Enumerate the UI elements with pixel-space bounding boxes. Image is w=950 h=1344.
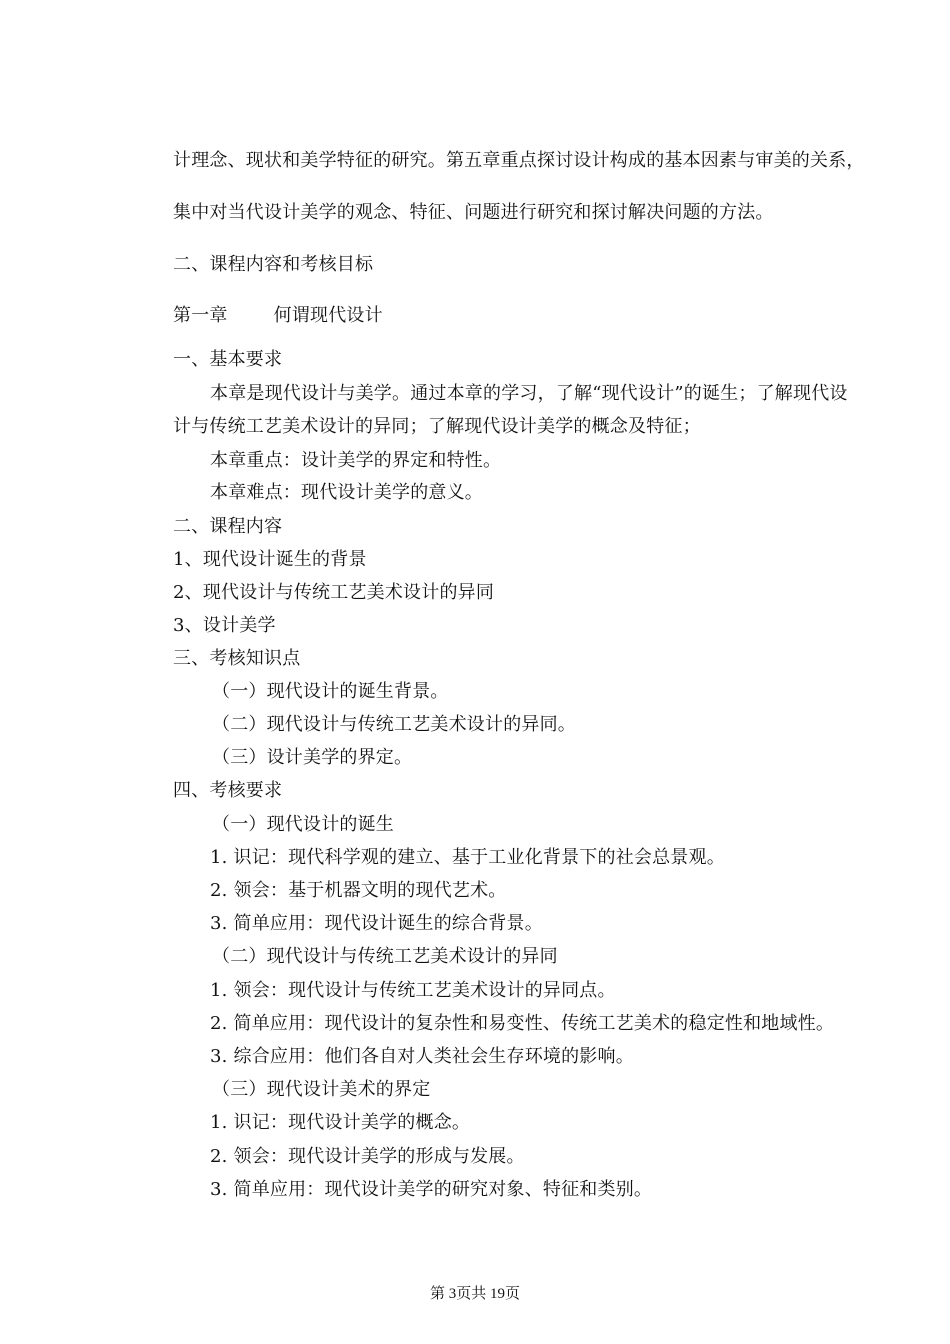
- list-item: （三）设计美学的界定。: [212, 747, 413, 768]
- list-item: 2. 简单应用：现代设计的复杂性和易变性、传统工艺美术的稳定性和地域性。: [210, 1013, 835, 1034]
- list-item: 2. 领会：基于机器文明的现代艺术。: [210, 880, 507, 901]
- list-item: 3、设计美学: [173, 615, 276, 636]
- list-item: 3. 综合应用：他们各自对人类社会生存环境的影响。: [210, 1046, 634, 1067]
- list-subheading: （二）现代设计与传统工艺美术设计的异同: [212, 946, 558, 967]
- list-item: （二）现代设计与传统工艺美术设计的异同。: [212, 714, 576, 735]
- difficulty-line: 本章难点：现代设计美学的意义。: [210, 482, 483, 503]
- list-item: 1. 识记：现代设计美学的概念。: [210, 1112, 471, 1133]
- paragraph-line: 集中对当代设计美学的观念、特征、问题进行研究和探讨解决问题的方法。: [173, 202, 774, 223]
- subsection-heading: 三、考核知识点: [173, 648, 301, 669]
- list-item: 1. 识记：现代科学观的建立、基于工业化背景下的社会总景观。: [210, 847, 725, 868]
- subsection-heading: 一、基本要求: [173, 349, 283, 370]
- chapter-heading: [173, 304, 383, 328]
- paragraph-line: 计与传统工艺美术设计的异同；了解现代设计美学的概念及特征；: [173, 416, 701, 437]
- section-heading: 二、课程内容和考核目标: [173, 254, 374, 275]
- paragraph-line: 计理念、现状和美学特征的研究。第五章重点探讨设计构成的基本因素与审美的关系，: [173, 150, 865, 171]
- subsection-heading: 四、考核要求: [173, 780, 283, 801]
- paragraph-line: 本章是现代设计与美学。通过本章的学习，了解“现代设计”的诞生；了解现代设: [210, 383, 848, 404]
- list-item: 3. 简单应用：现代设计美学的研究对象、特征和类别。: [210, 1179, 653, 1200]
- key-point-line: 本章重点：设计美学的界定和特性。: [210, 450, 502, 471]
- list-subheading: （三）现代设计美术的界定: [212, 1079, 431, 1100]
- list-item: 2. 领会：现代设计美学的形成与发展。: [210, 1146, 525, 1167]
- list-item: 2、现代设计与传统工艺美术设计的异同: [173, 582, 495, 603]
- page-number-footer: 第 3页共 19页: [429, 1286, 520, 1302]
- chapter-number: 第一章: [173, 305, 228, 326]
- list-item: 3. 简单应用：现代设计诞生的综合背景。: [210, 913, 543, 934]
- list-subheading: （一）现代设计的诞生: [212, 814, 394, 835]
- subsection-heading: 二、课程内容: [173, 516, 283, 537]
- chapter-title: 何谓现代设计: [273, 305, 383, 326]
- list-item: 1、现代设计诞生的背景: [173, 549, 367, 570]
- list-item: 1. 领会：现代设计与传统工艺美术设计的异同点。: [210, 980, 616, 1001]
- list-item: （一）现代设计的诞生背景。: [212, 681, 449, 702]
